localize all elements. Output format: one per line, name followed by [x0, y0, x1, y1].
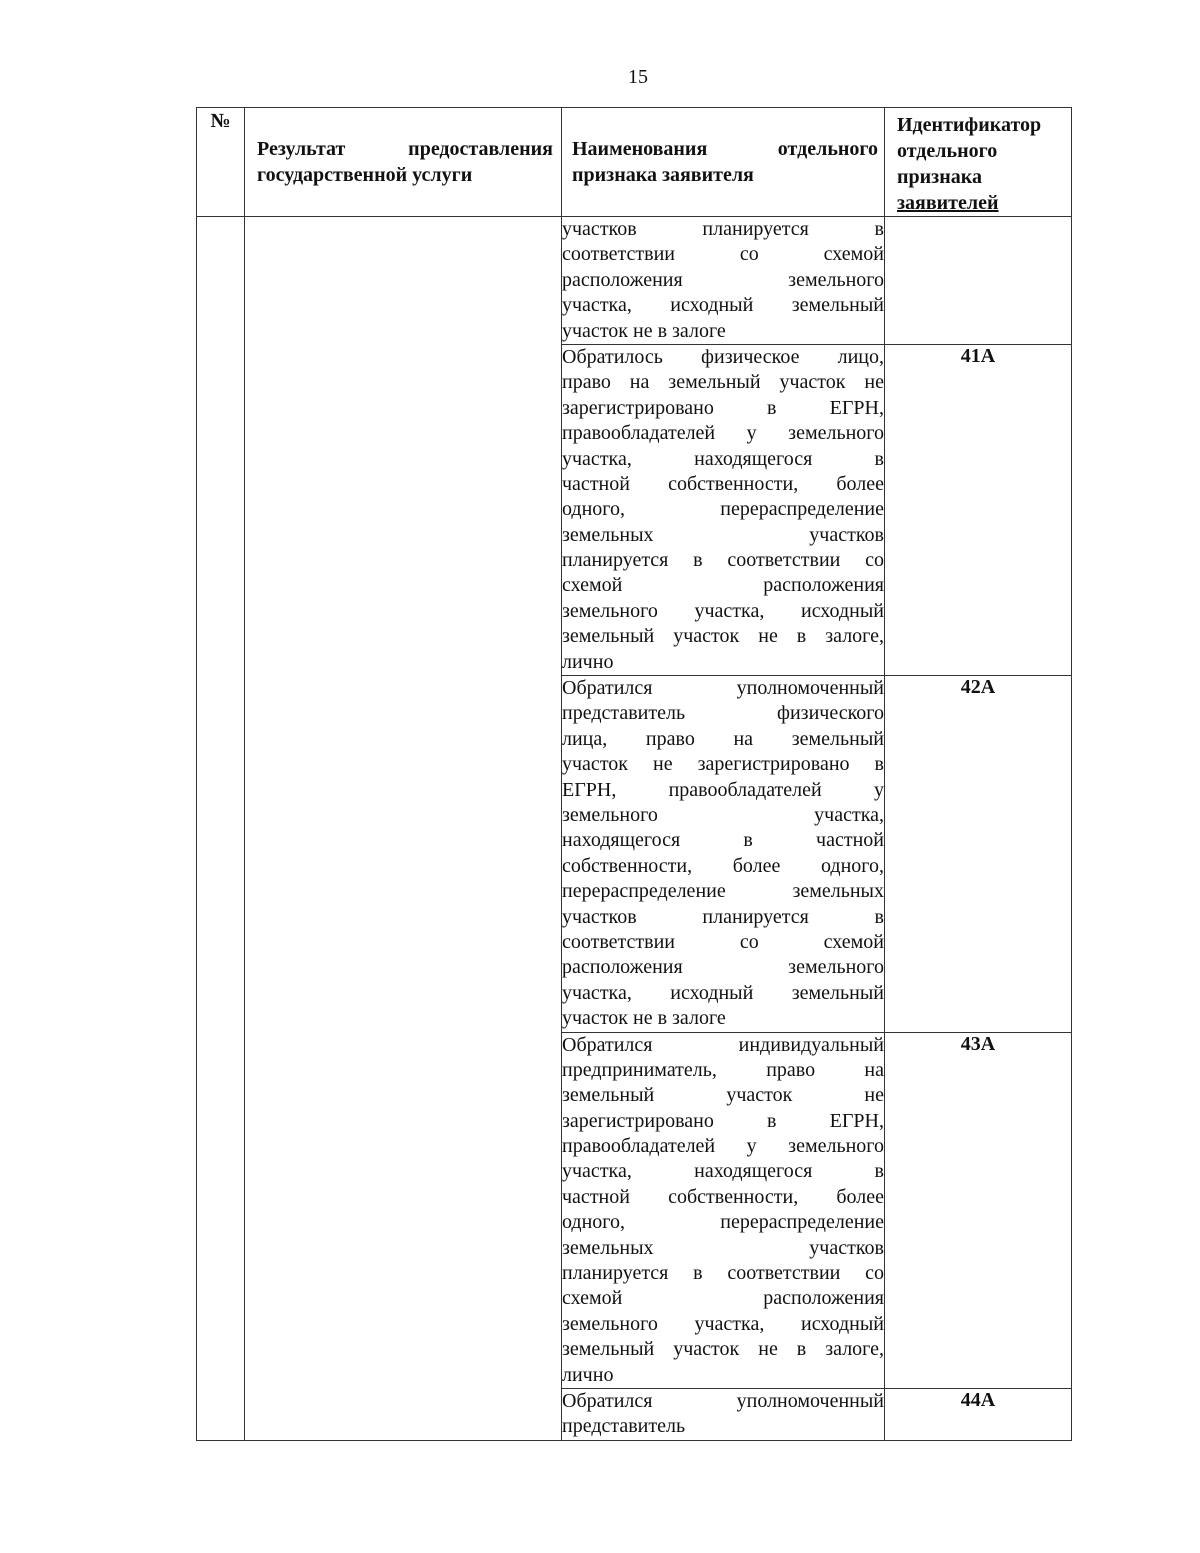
- result-cell: [245, 217, 562, 1441]
- header-feature-line: признака заявителя: [572, 164, 754, 186]
- feature-text-line: участка, находящегося в: [562, 447, 884, 470]
- feature-text-line: земельных участков: [562, 1236, 884, 1259]
- feature-text-line: представитель физического: [562, 702, 884, 725]
- header-id-line: отдельного: [897, 140, 998, 162]
- header-feature-line: Наименования отдельного: [572, 138, 878, 160]
- feature-text-line: участков планируется в: [562, 218, 884, 240]
- feature-name-cell: [562, 217, 885, 345]
- feature-text-line: схемой расположения: [562, 574, 884, 597]
- feature-text-line: земельных участков: [562, 523, 884, 546]
- feature-text-line: одного, перераспределение: [562, 1211, 884, 1234]
- feature-text-line: собственности, более одного,: [562, 854, 884, 877]
- feature-id-cell: [885, 217, 1072, 345]
- header-result: [245, 108, 562, 217]
- feature-text-line: соответствии со схемой: [562, 243, 884, 266]
- feature-text-line: соответствии со схемой: [562, 930, 884, 953]
- header-result-line: Результат предоставления: [257, 138, 553, 160]
- feature-text-line: правообладателей у земельного: [562, 422, 884, 445]
- header-result-line: государственной услуги: [257, 164, 473, 186]
- header-feature-id: [885, 108, 1072, 217]
- feature-text-line: лично: [562, 1363, 614, 1386]
- feature-text-line: земельный участок не в залоге,: [562, 625, 884, 648]
- feature-id-cell: 44А: [885, 1388, 1072, 1440]
- feature-text-line: участка, исходный земельный: [562, 981, 884, 1004]
- feature-name-cell: [562, 1388, 885, 1440]
- feature-text-line: земельный участок не в залоге,: [562, 1338, 884, 1361]
- header-id-line: Идентификатор: [897, 114, 1042, 136]
- feature-text-line: земельного участка, исходный: [562, 1312, 884, 1335]
- feature-text-line: Обратилось физическое лицо,: [562, 345, 884, 368]
- feature-text-line: планируется в соответствии со: [562, 1262, 884, 1285]
- feature-text-line: лично: [562, 650, 614, 673]
- feature-id-cell: 43А: [885, 1032, 1072, 1388]
- feature-text-line: планируется в соответствии со: [562, 549, 884, 572]
- header-feature-name: [562, 108, 885, 217]
- feature-text-line: Обратился индивидуальный: [562, 1033, 884, 1056]
- feature-text-line: земельного участка,: [562, 803, 884, 826]
- table-header-row: [197, 108, 1072, 217]
- feature-text-line: участок не зарегистрировано в: [562, 753, 884, 776]
- feature-text-line: правообладателей у земельного: [562, 1135, 884, 1158]
- feature-text-line: частной собственности, более: [562, 1185, 884, 1208]
- feature-text-line: частной собственности, более: [562, 472, 884, 495]
- feature-text-line: расположения земельного: [562, 268, 884, 291]
- feature-text-line: зарегистрировано в ЕГРН,: [562, 396, 884, 419]
- feature-text-line: одного, перераспределение: [562, 498, 884, 521]
- feature-text-line: участка, находящегося в: [562, 1160, 884, 1183]
- feature-text-line: ЕГРН, правообладателей у: [562, 778, 884, 801]
- feature-name-cell: [562, 344, 885, 675]
- feature-text-line: участок не в залоге: [562, 1007, 726, 1030]
- feature-text-line: Обратился уполномоченный: [562, 677, 884, 700]
- header-number: №: [197, 108, 245, 217]
- feature-name-cell: [562, 1032, 885, 1388]
- feature-text-line: зарегистрировано в ЕГРН,: [562, 1109, 884, 1132]
- feature-text-line: перераспределение земельных: [562, 880, 884, 903]
- feature-id-cell: 41А: [885, 344, 1072, 675]
- feature-text-line: земельный участок не: [562, 1084, 884, 1107]
- feature-text-line: расположения земельного: [562, 956, 884, 979]
- feature-name-cell: [562, 676, 885, 1032]
- feature-id-cell: 42А: [885, 676, 1072, 1032]
- header-id-line: признака: [897, 166, 982, 188]
- feature-text-line: находящегося в частной: [562, 829, 884, 852]
- feature-text-line: представитель: [562, 1415, 686, 1438]
- feature-text-line: лица, право на земельный: [562, 727, 884, 750]
- header-id-line: заявителей: [897, 192, 999, 214]
- feature-text-line: земельного участка, исходный: [562, 599, 884, 622]
- feature-text-line: участков планируется в: [562, 905, 884, 928]
- feature-text-line: предприниматель, право на: [562, 1058, 884, 1081]
- feature-text-line: схемой расположения: [562, 1287, 884, 1310]
- page-number: 15: [628, 66, 648, 88]
- table-row: [197, 217, 1072, 345]
- feature-text-line: Обратился уполномоченный: [562, 1389, 884, 1412]
- feature-text-line: право на земельный участок не: [562, 371, 884, 394]
- feature-text-line: участка, исходный земельный: [562, 294, 884, 317]
- number-cell: [197, 217, 245, 1441]
- applicant-features-table: [196, 107, 1072, 1441]
- feature-text-line: участок не в залоге: [562, 319, 726, 342]
